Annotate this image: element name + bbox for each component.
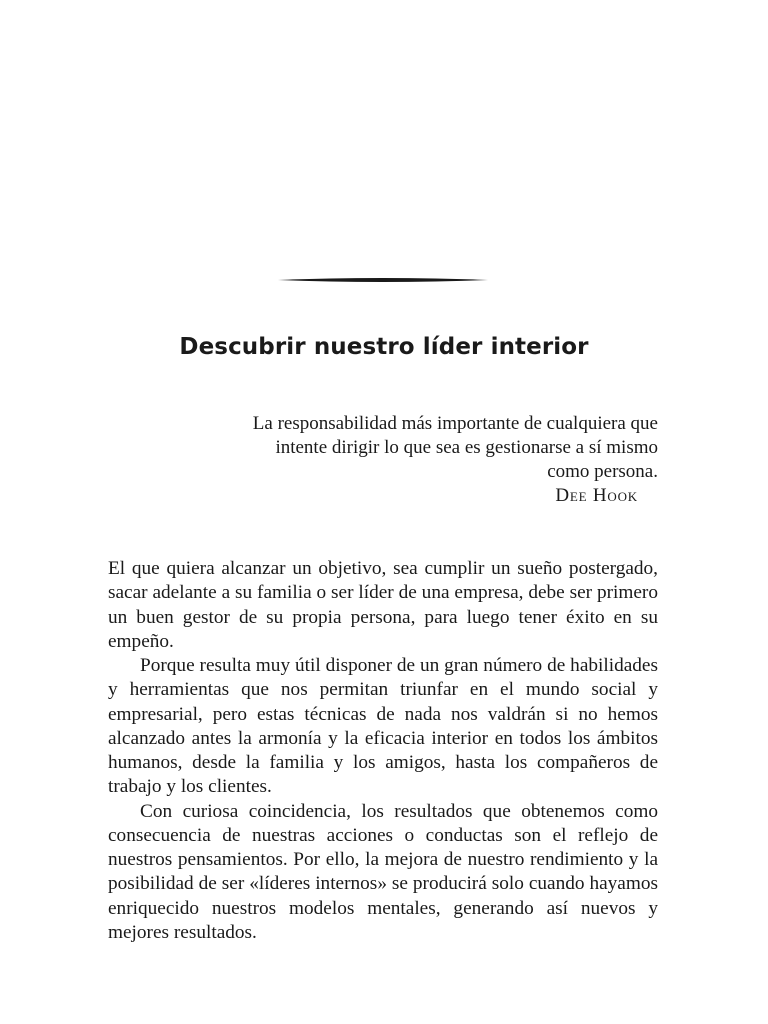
epigraph-author: Dee Hook (555, 485, 638, 506)
paragraph: Con curiosa coincidencia, los resultados que obtenemos como consecuencia de nuestras acciones o conductas son el reflejo de nuestros pensamientos. Por ello, la mejora de nuestro rendimiento y la posibilidad de ser «líderes internos» se producirá solo cuando hayamos enriquecido nuestros modelos mentales, generando así nuevos y mejores resultados. (108, 800, 658, 943)
epigraph-quote: La responsabilidad más importante de cualquiera que intente dirigir lo que sea es gestionarse a sí mismo como persona. (252, 413, 658, 483)
chapter-title: Descubrir nuestro líder interior (179, 334, 589, 360)
decorative-rule (278, 276, 488, 284)
body-text (108, 557, 658, 945)
paragraph: Porque resulta muy útil disponer de un gran número de habilidades y herramientas que nos permitan triunfar en el mundo social y empresarial, pero estas técnicas de nada nos valdrán si no hemos alcanzado antes la armonía y la eficacia interior en todos los ámbitos humanos, desde la familia y los amigos, hasta los compañeros de trabajo y los clientes. (108, 655, 658, 798)
paragraph: El que quiera alcanzar un objetivo, sea cumplir un sueño postergado, sacar adelante a su familia o ser líder de una empresa, debe ser primero un buen gestor de su propia persona, para luego tener éxito en su empeño. (108, 558, 658, 652)
